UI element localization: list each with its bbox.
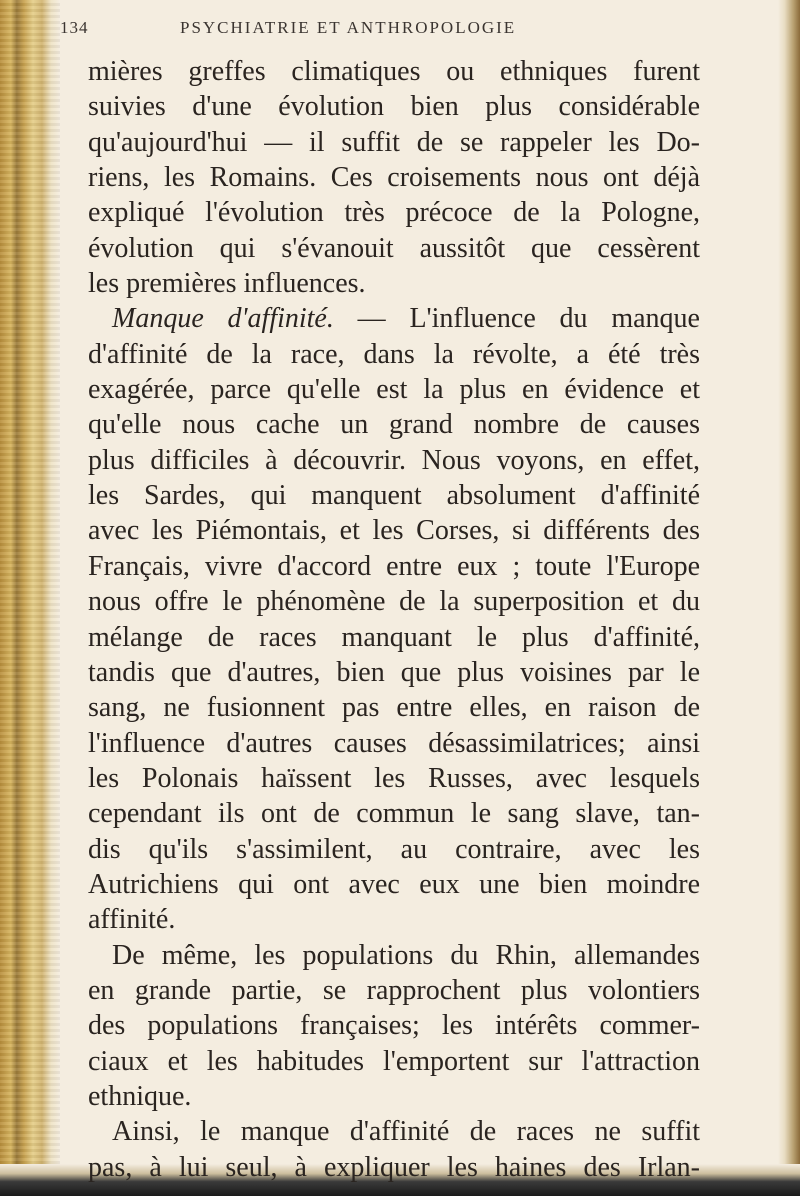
body-text [88,54,700,1185]
page-header [60,18,700,48]
text-line: mélange de races manquant le plus d'affinité, [88,621,700,653]
text-line: qu'aujourd'hui — il suffit de se rappeler les Do- [88,126,700,158]
text-line: expliqué l'évolution très précoce de la Pologne, [88,197,700,229]
text-line-heading [88,301,700,336]
text-line: les Polonais haïssent les Russes, avec lesquels [88,762,700,794]
text-line: Français, vivre d'accord entre eux ; toute l'Europe [88,550,700,582]
text-line: évolution qui s'évanouit aussitôt que cessèrent [88,232,700,264]
text-line: en grande partie, se rapprochent plus volontiers [88,974,700,1006]
text-line: ciaux et les habitudes l'emportent sur l'attraction [88,1045,700,1077]
text-line: l'influence d'autres causes désassimilatrices; ainsi [88,727,700,759]
text-line: Autrichiens qui ont avec eux une bien moindre [88,868,700,900]
text-line: des populations françaises; les intérêts commer- [88,1010,700,1042]
book-binding-edge [0,0,60,1196]
text-line: les premières influences. [88,268,366,300]
text-line: dis qu'ils s'assimilent, au contraire, avec les [88,833,700,865]
running-head: PSYCHIATRIE ET ANTHROPOLOGIE [180,18,517,37]
page-number: 134 [60,18,89,37]
text-line: cependant ils ont de commun le sang slave, tan- [88,798,700,830]
text-line: riens, les Romains. Ces croisements nous ont déjà [88,162,700,194]
text-line: les Sardes, qui manquent absolument d'affinité [88,480,700,512]
text-fragment: — L'influence du manque [357,303,700,335]
text-line: affinité. [88,904,176,936]
text-line: Ainsi, le manque d'affinité de races ne suffit [112,1116,700,1148]
text-line: sang, ne fusionnent pas entre elles, en raison de [88,692,700,724]
text-line: pas, à lui seul, à expliquer les haines des Irlan- [88,1151,700,1183]
text-line: avec les Piémontais, et les Corses, si différents des [88,515,700,547]
page-right-edge [778,0,800,1196]
text-line: nous offre le phénomène de la superposition et du [88,586,700,618]
section-heading: Manque d'affinité. [112,303,334,335]
text-line: tandis que d'autres, bien que plus voisines par le [88,656,700,688]
text-line: exagérée, parce qu'elle est la plus en évidence et [88,374,700,406]
text-line: De même, les populations du Rhin, allemandes [112,939,700,971]
text-line: mières greffes climatiques ou ethniques furent [88,56,700,87]
text-line: suivies d'une évolution bien plus considérable [88,91,700,123]
text-line: ethnique. [88,1080,192,1112]
text-line: plus difficiles à découvrir. Nous voyons, en effet, [88,444,700,476]
text-line: d'affinité de la race, dans la révolte, a été très [88,338,700,370]
text-line: qu'elle nous cache un grand nombre de causes [88,409,700,441]
